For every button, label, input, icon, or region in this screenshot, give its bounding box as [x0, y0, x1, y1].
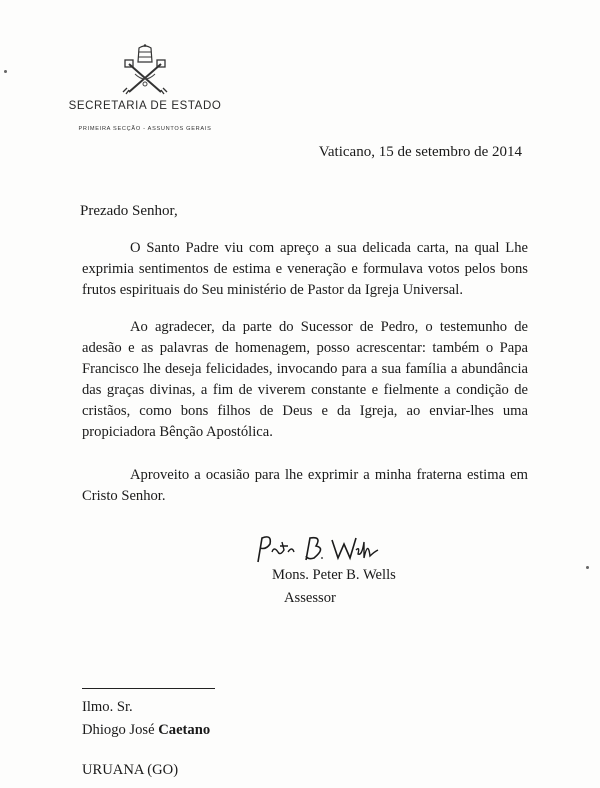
- recipient-city: URUANA (GO): [82, 762, 179, 778]
- letterhead-title: SECRETARIA DE ESTADO: [68, 100, 222, 112]
- address-divider: [82, 688, 215, 689]
- recipient-name: [82, 722, 210, 739]
- letterhead-subtitle: PRIMEIRA SECÇÃO - ASSUNTOS GERAIS: [78, 126, 212, 132]
- body-paragraph-1: [82, 238, 528, 301]
- paragraph-text: O Santo Padre viu com apreço a sua delicada carta, na qual Lhe exprimia sentimentos de estima e veneração e formulava votos pelos bons frutos espirituais do Seu ministério de Pastor da Igreja Universal.: [82, 240, 528, 298]
- papal-coat-of-arms-icon: [115, 44, 175, 96]
- scan-speck: [586, 566, 589, 569]
- salutation: Prezado Senhor,: [80, 203, 178, 219]
- recipient-honorific: Ilmo. Sr.: [82, 699, 133, 715]
- signer-role: Assessor: [284, 590, 336, 606]
- body-paragraph-2: [82, 317, 528, 443]
- recipient-surname: Caetano: [158, 722, 211, 738]
- signer-name: Mons. Peter B. Wells: [272, 567, 396, 583]
- letter-date: Vaticano, 15 de setembro de 2014: [318, 144, 522, 160]
- paragraph-text: Ao agradecer, da parte do Sucessor de Pedro, o testemunho de adesão e as palavras de homenagem, posso acrescentar: também o Papa Francisco lhe deseja felicidades, invocando para a sua família a abundância das graças divinas, a fim de viverem constante e fielmente a condição de cristãos, como bons filhos de Deus e da Igreja, ao enviar-lhes uma propiciadora Bênção Apostólica.: [82, 319, 528, 440]
- paragraph-text: Aproveito a ocasião para lhe exprimir a minha fraterna estima em Cristo Senhor.: [82, 467, 528, 504]
- recipient-first-names: Dhiogo José: [82, 722, 155, 738]
- body-paragraph-3: [82, 465, 528, 507]
- handwritten-signature: [252, 532, 382, 568]
- scan-speck: [4, 70, 7, 73]
